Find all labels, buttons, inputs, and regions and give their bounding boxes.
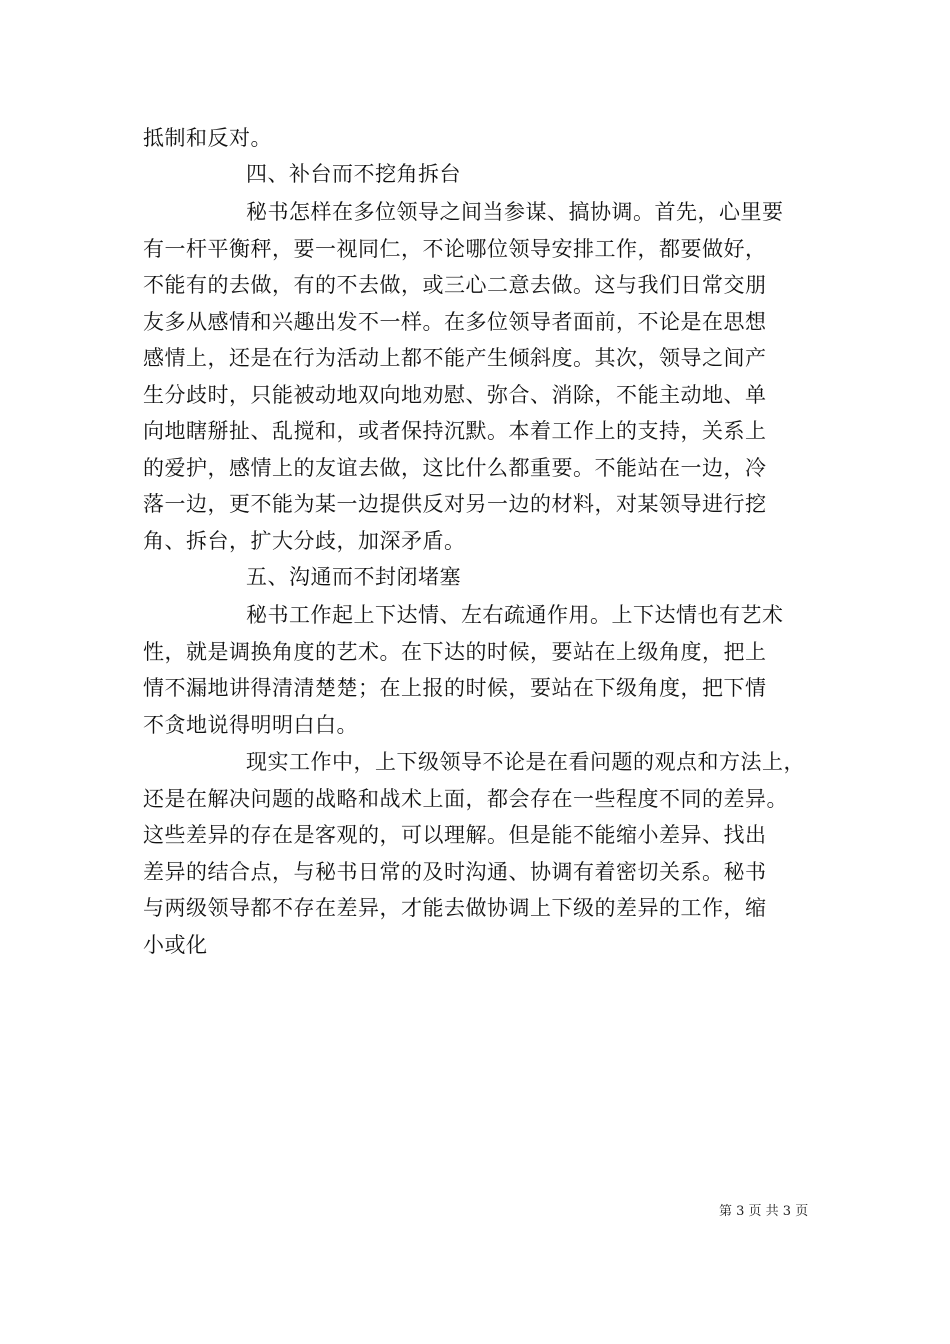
paragraph-line: 与两级领导都不存在差异，才能去做协调上下级的差异的工作，缩 — [143, 896, 767, 920]
paragraph-line: 还是在解决问题的战略和战术上面，都会存在一些程度不同的差异。 — [143, 787, 788, 811]
paragraph-line: 秘书怎样在多位领导之间当参谋、搞协调。首先，心里要 — [246, 200, 784, 224]
paragraph-line: 秘书工作起上下达情、左右疏通作用。上下达情也有艺术 — [246, 603, 784, 627]
paragraph-line: 不能有的去做，有的不去做，或三心二意去做。这与我们日常交朋 — [143, 273, 767, 297]
paragraph-line: 小或化 — [143, 933, 208, 957]
paragraph-line: 有一杆平衡秤，要一视同仁，不论哪位领导安排工作，都要做好， — [143, 237, 767, 261]
paragraph-line: 生分歧时，只能被动地双向地劝慰、弥合、消除，不能主动地、单 — [143, 383, 767, 407]
paragraph-line: 友多从感情和兴趣出发不一样。在多位领导者面前，不论是在思想 — [143, 310, 767, 334]
paragraph-line: 不贪地说得明明白白。 — [143, 713, 358, 737]
paragraph-line: 差异的结合点，与秘书日常的及时沟通、协调有着密切关系。秘书 — [143, 860, 767, 884]
paragraph-line: 这些差异的存在是客观的，可以理解。但是能不能缩小差异、找出 — [143, 823, 767, 847]
paragraph-line: 角、拆台，扩大分歧，加深矛盾。 — [143, 529, 466, 553]
section-heading-5: 五、沟通而不封闭堵塞 — [246, 565, 461, 589]
paragraph-line: 情不漏地讲得清清楚楚；在上报的时候，要站在下级角度，把下情 — [143, 676, 767, 700]
paragraph-line: 的爱护，感情上的友谊去做，这比什么都重要。不能站在一边，冷 — [143, 456, 767, 480]
page-number-footer: 第 3 页 共 3 页 — [719, 1204, 809, 1219]
paragraph-line: 现实工作中，上下级领导不论是在看问题的观点和方法上， — [246, 750, 805, 774]
paragraph-line: 感情上，还是在行为活动上都不能产生倾斜度。其次，领导之间产 — [143, 346, 767, 370]
paragraph-line: 落一边，更不能为某一边提供反对另一边的材料，对某领导进行挖 — [143, 492, 767, 516]
section-heading-4: 四、补台而不挖角拆台 — [246, 162, 461, 186]
body-text-line: 抵制和反对。 — [143, 126, 272, 150]
paragraph-line: 性，就是调换角度的艺术。在下达的时候，要站在上级角度，把上 — [143, 640, 767, 664]
paragraph-line: 向地瞎掰扯、乱搅和，或者保持沉默。本着工作上的支持，关系上 — [143, 419, 767, 443]
